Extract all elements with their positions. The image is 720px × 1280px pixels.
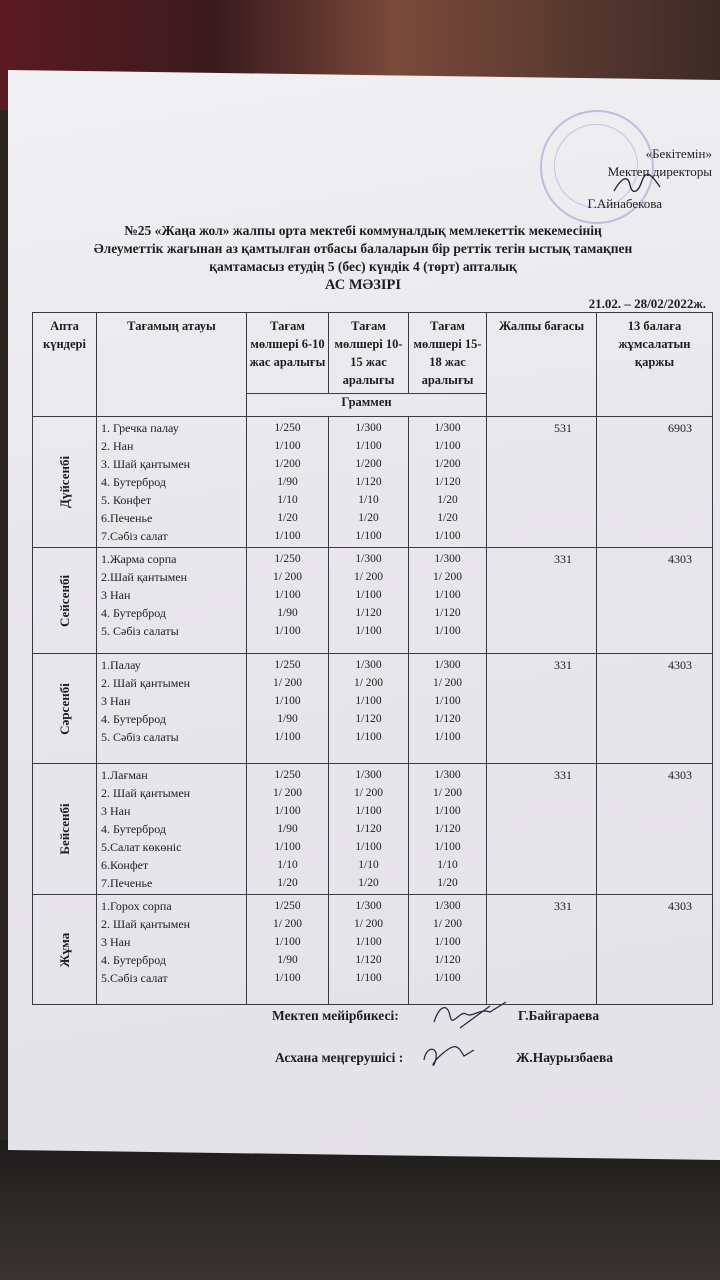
portion-value: 1/120 [355,607,382,619]
portion-value: 1/ 200 [272,787,303,799]
dish-item: 4. Бутерброд [101,475,167,489]
price-cell: 331 [487,764,597,895]
portion-value: 1/120 [355,713,382,725]
portion-value: 1/300 [355,900,382,912]
dish-item: 1. Гречка палау [101,421,179,435]
approval-position: Мектеп директоры [607,164,712,179]
dish-item: 4. Бутерброд [101,712,167,726]
dish-item: 5. Конфет [101,493,152,507]
portion-column-g1 [247,764,329,895]
header-portion-10-15: Тағам мөлшері 10-15 жас аралығы [329,313,409,394]
portion-value: 1/100 [274,972,301,984]
portion-column-g2 [329,417,409,548]
portion-value: 1/10 [277,494,298,506]
portion-value: 1/300 [434,422,461,434]
price-cell: 331 [487,654,597,764]
dish-item: 6.Конфет [101,858,149,872]
dish-item: 2. Шай қантымен [101,917,191,931]
dish-list [97,654,247,764]
dish-item: 4. Бутерброд [101,953,167,967]
portion-value: 1/100 [274,936,301,948]
portion-value: 1/ 200 [272,677,303,689]
document-header [18,222,708,294]
portion-value: 1/100 [434,440,461,452]
dish-item: 5. Сәбіз салаты [101,730,179,744]
portion-value: 1/20 [437,494,458,506]
dish-item: 5.Салат көкөніс [101,840,182,854]
portion-value: 1/120 [355,476,382,488]
dish-item: 2. Шай қантымен [101,786,191,800]
portion-value: 1/20 [277,877,298,889]
background-bottom [0,1140,720,1280]
portion-value: 1/300 [355,769,382,781]
dish-list [97,895,247,1005]
portion-value: 1/300 [434,553,461,565]
portion-value: 1/10 [358,494,379,506]
portion-column-g3 [409,654,487,764]
dish-item: 4. Бутерброд [101,822,167,836]
price-cell: 531 [487,417,597,548]
day-cell [33,654,97,764]
day-row [33,417,713,548]
header-13-children: 13 балаға жұмсалатын қаржы [597,313,713,417]
portion-column-g1 [247,417,329,548]
portion-value: 1/90 [277,823,298,835]
dish-item: 3 Нан [101,588,131,602]
portion-value: 1/200 [274,458,301,470]
dish-list [97,764,247,895]
total-cell: 4303 [597,764,713,895]
portion-value: 1/20 [277,512,298,524]
portion-value: 1/100 [355,805,382,817]
portion-value: 1/100 [434,731,461,743]
header-unit-grams: Граммен [247,394,487,417]
portion-value: 1/300 [355,659,382,671]
dish-item: 3 Нан [101,935,131,949]
day-label: Дүйсенбі [56,455,72,509]
portion-value: 1/100 [355,936,382,948]
portion-value: 1/120 [434,823,461,835]
portion-value: 1/120 [434,954,461,966]
day-label: Жұма [56,932,72,967]
day-row [33,895,713,1005]
day-cell [33,548,97,654]
header-portion-6-10: Тағам мөлшері 6-10 жас аралығы [247,313,329,394]
total-cell: 4303 [597,654,713,764]
portion-value: 1/100 [355,530,382,542]
approval-name: Г.Айнабекова [587,196,662,211]
portion-value: 1/250 [274,659,301,671]
header-line-3: қамтамасыз етудің 5 (бес) күндік 4 (төрт) апталық [209,259,517,274]
portion-value: 1/100 [355,589,382,601]
portion-value: 1/100 [434,841,461,853]
dish-item: 3 Нан [101,694,131,708]
portion-value: 1/300 [355,422,382,434]
portion-value: 1/10 [437,859,458,871]
portion-value: 1/250 [274,422,301,434]
portion-value: 1/250 [274,769,301,781]
portion-value: 1/100 [355,625,382,637]
header-portion-15-18: Тағам мөлшері 15-18 жас аралығы [409,313,487,394]
menu-table [32,312,713,1005]
total-cell: 4303 [597,895,713,1005]
portion-value: 1/100 [355,972,382,984]
portion-value: 1/120 [434,607,461,619]
day-cell [33,764,97,895]
dish-item: 2. Шай қантымен [101,676,191,690]
portion-value: 1/ 200 [353,918,384,930]
price-cell: 331 [487,895,597,1005]
portion-value: 1/100 [434,936,461,948]
day-cell [33,895,97,1005]
portion-value: 1/100 [274,841,301,853]
portion-value: 1/20 [437,512,458,524]
portion-value: 1/100 [274,440,301,452]
header-line-1: №25 «Жаңа жол» жалпы орта мектебі коммуналдық мемлекеттік мекемесінің [124,223,602,238]
portion-value: 1/90 [277,954,298,966]
portion-column-g1 [247,895,329,1005]
portion-value: 1/ 200 [432,918,463,930]
dish-item: 5. Сәбіз салаты [101,624,179,638]
portion-value: 1/300 [434,900,461,912]
dish-list [97,417,247,548]
portion-value: 1/10 [358,859,379,871]
total-cell: 6903 [597,417,713,548]
approval-title: «Бекітемін» [645,146,712,161]
portion-value: 1/20 [358,512,379,524]
dish-item: 3. Шай қантымен [101,457,191,471]
portion-value: 1/ 200 [432,677,463,689]
portion-value: 1/ 200 [272,918,303,930]
portion-value: 1/90 [277,713,298,725]
portion-column-g3 [409,895,487,1005]
portion-value: 1/300 [434,769,461,781]
portion-value: 1/100 [355,695,382,707]
portion-value: 1/ 200 [353,677,384,689]
portion-column-g2 [329,764,409,895]
dish-item: 5.Сәбіз салат [101,971,168,985]
day-cell [33,417,97,548]
canteen-signature [418,1040,478,1070]
portion-value: 1/100 [434,805,461,817]
portion-value: 1/200 [434,458,461,470]
header-day: Апта күндері [33,313,97,417]
price-cell: 331 [487,548,597,654]
header-total-price: Жалпы бағасы [487,313,597,417]
portion-value: 1/100 [434,695,461,707]
portion-value: 1/250 [274,900,301,912]
portion-value: 1/ 200 [432,787,463,799]
portion-value: 1/300 [434,659,461,671]
menu-table-body [33,417,713,1005]
portion-value: 1/100 [274,625,301,637]
portion-value: 1/20 [358,877,379,889]
portion-value: 1/100 [434,530,461,542]
portion-column-g2 [329,654,409,764]
portion-value: 1/10 [277,859,298,871]
portion-column-g1 [247,548,329,654]
dish-item: 7.Печенье [101,876,153,890]
day-label: Сәрсенбі [56,682,72,735]
header-dish-name: Тағамың атауы [97,313,247,417]
portion-value: 1/100 [434,625,461,637]
portion-column-g1 [247,654,329,764]
canteen-label: Асхана меңгерушісі : [275,1050,404,1065]
day-row [33,764,713,895]
dish-item: 1.Жарма сорпа [101,552,177,566]
dish-item: 6.Печенье [101,511,153,525]
portion-column-g2 [329,895,409,1005]
dish-item: 2.Шай қантымен [101,570,188,584]
portion-value: 1/100 [274,805,301,817]
portion-value: 1/90 [277,476,298,488]
day-label: Бейсенбі [56,803,72,855]
portion-value: 1/100 [274,695,301,707]
nurse-label: Мектеп мейірбикесі: [272,1008,399,1023]
portion-value: 1/ 200 [432,571,463,583]
portion-value: 1/120 [434,476,461,488]
dish-item: 1.Лағман [101,768,148,782]
dish-item: 1.Палау [101,658,141,672]
portion-value: 1/200 [355,458,382,470]
header-line-2: Әлеуметтік жағынан аз қамтылған отбасы балаларын бір реттік тегін ыстық тамақпен [93,241,633,256]
portion-value: 1/ 200 [272,571,303,583]
document-title: АС МӘЗІРІ [324,277,402,293]
dish-item: 2. Нан [101,439,134,453]
portion-value: 1/100 [355,440,382,452]
portion-value: 1/120 [355,823,382,835]
portion-column-g2 [329,548,409,654]
portion-value: 1/100 [274,589,301,601]
dish-item: 4. Бутерброд [101,606,167,620]
portion-value: 1/100 [274,731,301,743]
dish-item: 1.Горох сорпа [101,899,172,913]
portion-column-g3 [409,548,487,654]
portion-value: 1/20 [437,877,458,889]
portion-value: 1/ 200 [353,571,384,583]
portion-value: 1/120 [355,954,382,966]
portion-column-g3 [409,417,487,548]
dish-item: 3 Нан [101,804,131,818]
portion-value: 1/100 [355,731,382,743]
total-cell: 4303 [597,548,713,654]
portion-value: 1/100 [434,972,461,984]
approval-block [462,145,712,213]
portion-value: 1/100 [355,841,382,853]
portion-column-g3 [409,764,487,895]
dish-list [97,548,247,654]
portion-value: 1/100 [434,589,461,601]
day-label: Сейсенбі [56,574,72,627]
nurse-signature [430,1000,510,1030]
date-range: 21.02. – 28/02/2022ж. [588,296,706,311]
nurse-name: Г.Байгараева [518,1008,600,1023]
day-row [33,548,713,654]
canteen-name: Ж.Наурызбаева [516,1050,614,1065]
portion-value: 1/250 [274,553,301,565]
day-row [33,654,713,764]
portion-value: 1/120 [434,713,461,725]
portion-value: 1/100 [274,530,301,542]
portion-value: 1/300 [355,553,382,565]
dish-item: 7.Сәбіз салат [101,529,168,543]
portion-value: 1/90 [277,607,298,619]
portion-value: 1/ 200 [353,787,384,799]
